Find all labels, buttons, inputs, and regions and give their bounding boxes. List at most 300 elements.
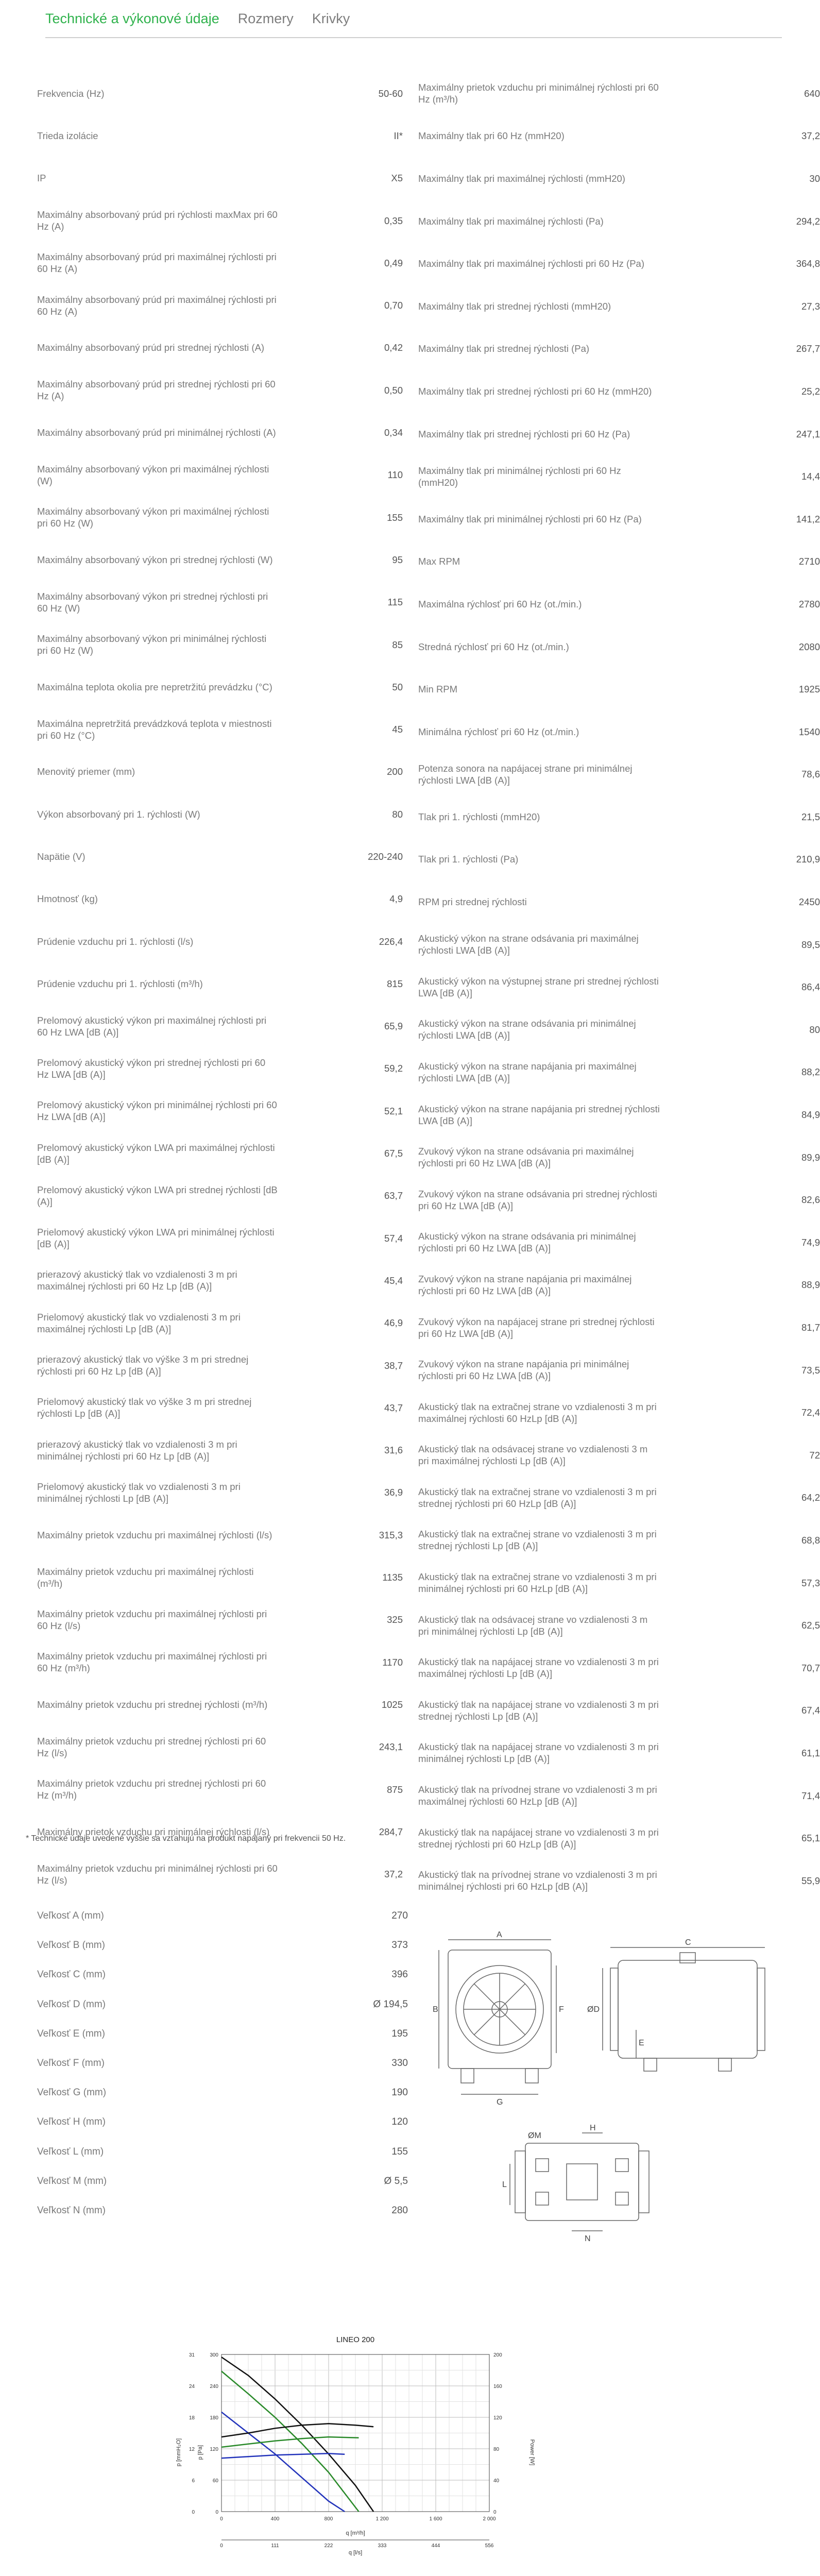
- spec-label: Akustický tlak na odsávacej strane vo vzdialenosti 3 m pri maximálnej rýchlosti Lp [dB (A)]: [418, 1444, 648, 1467]
- spec-label: Akustický výkon na výstupnej strane pri strednej rýchlosti LWA [dB (A)]: [418, 975, 659, 998]
- spec-row: [418, 1434, 820, 1477]
- spec-row: [37, 1175, 403, 1217]
- x-tick-label-ls: 444: [431, 2543, 440, 2549]
- spec-label: Zvukový výkon na strane odsávania pri strednej rýchlosti pri 60 Hz LWA [dB (A)]: [418, 1188, 657, 1211]
- spec-row: [37, 496, 403, 538]
- dimension-row: [37, 2196, 408, 2225]
- spec-value: 62,5: [801, 1620, 820, 1631]
- spec-value: 220-240: [368, 851, 403, 862]
- spec-value: 141,2: [796, 513, 820, 524]
- spec-row: [37, 72, 403, 114]
- y-tick-label-power: 0: [493, 2510, 497, 2515]
- spec-value: 0,34: [384, 427, 403, 438]
- spec-value: 243,1: [379, 1741, 403, 1753]
- spec-label: Zvukový výkon na strane napájania pri minimálnej rýchlosti pri 60 Hz LWA [dB (A)]: [418, 1359, 629, 1382]
- dimension-row: [37, 1960, 408, 1989]
- spec-value: 226,4: [379, 936, 403, 947]
- dimension-label: Veľkosť H (mm): [37, 2116, 106, 2128]
- spec-row: [418, 753, 820, 796]
- spec-label: Stredná rýchlosť pri 60 Hz (ot./min.): [418, 641, 569, 652]
- spec-row: [37, 1768, 403, 1810]
- label-G: G: [497, 2098, 503, 2107]
- spec-value: 64,2: [801, 1492, 820, 1503]
- spec-value: 294,2: [796, 215, 820, 227]
- spec-row: [418, 710, 820, 753]
- dimension-label: Veľkosť G (mm): [37, 2087, 107, 2098]
- label-C: C: [685, 1938, 691, 1947]
- dimension-value: 270: [391, 1910, 408, 1922]
- spec-label: Prelomový akustický výkon pri maximálnej rýchlosti pri 60 Hz LWA [dB (A)]: [37, 1014, 267, 1038]
- spec-value: 36,9: [384, 1487, 403, 1498]
- spec-value: 85: [392, 639, 403, 650]
- label-H: H: [590, 2124, 596, 2132]
- spec-label: Maximálny prietok vzduchu pri strednej rýchlosti (m³/h): [37, 1699, 268, 1710]
- dimension-row: [37, 1990, 408, 2019]
- spec-value: 315,3: [379, 1529, 403, 1540]
- spec-row: [418, 1519, 820, 1562]
- spec-label: Maximálny prietok vzduchu pri maximálnej rýchlosti (l/s): [37, 1529, 272, 1540]
- spec-label: Minimálna rýchlosť pri 60 Hz (ot./min.): [418, 726, 579, 737]
- dimension-value: 280: [391, 2205, 408, 2216]
- label-F: F: [559, 2005, 564, 2014]
- spec-label: Tlak pri 1. rýchlosti (mmH20): [418, 811, 540, 822]
- dimension-row: [37, 2078, 408, 2107]
- spec-label: Maximálny absorbovaný prúd pri rýchlosti maxMax pri 60 Hz (A): [37, 209, 278, 232]
- spec-label: Akustický tlak na napájacej strane vo vzdialenosti 3 m pri minimálnej rýchlosti Lp [dB (A)]: [418, 1741, 659, 1765]
- spec-label: Prelomový akustický výkon pri strednej rýchlosti pri 60 Hz LWA [dB (A)]: [37, 1057, 266, 1080]
- spec-row: [37, 708, 403, 750]
- spec-value: 84,9: [801, 1109, 820, 1121]
- dimension-row: [37, 2019, 408, 2048]
- dimension-value: 330: [391, 2058, 408, 2069]
- spec-label: Napätie (V): [37, 851, 86, 862]
- dimension-value: 373: [391, 1940, 408, 1951]
- y-label-pa: p [Pa]: [197, 2445, 203, 2460]
- y-tick-label-pa: 120: [210, 2447, 218, 2452]
- spec-label: Maximálny prietok vzduchu pri maximálnej rýchlosti (m³/h): [37, 1566, 254, 1589]
- spec-value: 0,49: [384, 257, 403, 268]
- y-tick-label-pa: 180: [210, 2415, 218, 2421]
- spec-row: [418, 1732, 820, 1774]
- spec-row: [37, 454, 403, 496]
- spec-label: Akustický tlak na napájacej strane vo vzdialenosti 3 m pri strednej rýchlosti pri 60 HzLp [dB (A)]: [418, 1826, 659, 1850]
- y-tick-label-power: 200: [493, 2352, 502, 2358]
- spec-row: [37, 1810, 403, 1853]
- spec-row: [418, 1391, 820, 1434]
- spec-value: 27,3: [801, 300, 820, 312]
- spec-row: [37, 1090, 403, 1132]
- spec-row: [37, 623, 403, 666]
- spec-value: 0,35: [384, 215, 403, 226]
- spec-value: 89,9: [801, 1151, 820, 1163]
- spec-row: [37, 1429, 403, 1471]
- spec-row: [37, 878, 403, 920]
- performance-chart: [170, 2334, 541, 2566]
- spec-row: [418, 1859, 820, 1902]
- spec-label: Maximálny tlak pri minimálnej rýchlosti pri 60 Hz (Pa): [418, 513, 642, 524]
- spec-value: 2450: [798, 896, 820, 908]
- x-tick-label-m3h: 0: [220, 2516, 223, 2522]
- spec-label: Maximálny tlak pri maximálnej rýchlosti pri 60 Hz (Pa): [418, 258, 644, 269]
- spec-row: [418, 1306, 820, 1349]
- spec-row: [37, 538, 403, 581]
- spec-value: 88,2: [801, 1066, 820, 1078]
- x-tick-label-m3h: 1 600: [429, 2516, 442, 2522]
- spec-row: [37, 1599, 403, 1641]
- spec-row: [37, 1005, 403, 1047]
- dimension-row: [37, 1901, 408, 1930]
- spec-label: Prielomový akustický tlak vo výške 3 m pri strednej rýchlosti Lp [dB (A)]: [37, 1396, 252, 1419]
- spec-value: 115: [387, 597, 403, 608]
- dimension-row: [37, 2048, 408, 2078]
- spec-value: 14,4: [801, 471, 820, 482]
- spec-row: [37, 1683, 403, 1725]
- spec-value: 68,8: [801, 1534, 820, 1546]
- spec-label: Akustický výkon na strane odsávania pri maximálnej rýchlosti LWA [dB (A)]: [418, 933, 639, 956]
- x-label-ls: q [l/s]: [348, 2550, 363, 2556]
- tab-dimensions[interactable]: Rozmery: [237, 10, 294, 26]
- y-tick-label-mmh2o: 31: [189, 2352, 195, 2358]
- x-tick-label-m3h: 2 000: [483, 2516, 496, 2522]
- label-N: N: [585, 2234, 591, 2243]
- spec-value: 57,3: [801, 1577, 820, 1588]
- spec-row: [37, 1047, 403, 1090]
- spec-label: Akustický tlak na prívodnej strane vo vzdialenosti 3 m pri maximálnej rýchlosti 60 HzLp [dB (A)]: [418, 1784, 657, 1807]
- spec-label: Maximálny absorbovaný prúd pri maximálnej rýchlosti pri 60 Hz (A): [37, 251, 277, 275]
- spec-row: [418, 1178, 820, 1221]
- spec-row: [37, 1471, 403, 1514]
- dimensions-table: [37, 1901, 408, 2225]
- spec-value: 2710: [798, 556, 820, 567]
- y-tick-label-mmh2o: 18: [189, 2415, 195, 2421]
- spec-row: [37, 1302, 403, 1344]
- spec-row: [37, 835, 403, 877]
- dimension-drawing-svg: [433, 1917, 788, 2246]
- spec-row: [418, 1604, 820, 1647]
- spec-label: Prúdenie vzduchu pri 1. rýchlosti (m³/h): [37, 978, 203, 989]
- spec-label: Maximálny absorbovaný výkon pri strednej rýchlosti (W): [37, 554, 273, 565]
- spec-value: 50-60: [378, 88, 403, 99]
- x-tick-label-ls: 333: [378, 2543, 387, 2549]
- spec-row: [37, 327, 403, 369]
- label-D: ØD: [587, 2005, 600, 2014]
- spec-label: Maximálny absorbovaný výkon pri maximálnej rýchlosti pri 60 Hz (W): [37, 506, 269, 529]
- x-tick-label-m3h: 1 200: [375, 2516, 389, 2522]
- spec-value: 45,4: [384, 1275, 403, 1286]
- spec-label: Prielomový akustický tlak vo vzdialenosti 3 m pri minimálnej rýchlosti Lp [dB (A)]: [37, 1481, 241, 1504]
- label-B: B: [433, 2005, 438, 2014]
- dimension-label: Veľkosť A (mm): [37, 1910, 104, 1922]
- spec-row: [418, 1689, 820, 1732]
- spec-value: 210,9: [796, 854, 820, 865]
- x-tick-label-ls: 111: [271, 2543, 279, 2549]
- y-tick-label-power: 160: [493, 2384, 502, 2389]
- label-E: E: [639, 2039, 644, 2047]
- spec-value: 72: [809, 1449, 820, 1461]
- spec-row: [418, 413, 820, 455]
- spec-label: Maximálny prietok vzduchu pri strednej rýchlosti pri 60 Hz (m³/h): [37, 1778, 266, 1801]
- spec-label: Maximálny tlak pri strednej rýchlosti pri 60 Hz (mmH20): [418, 385, 652, 397]
- spec-label: Maximálny tlak pri 60 Hz (mmH20): [418, 130, 565, 142]
- label-L: L: [502, 2180, 507, 2189]
- tab-technical-data[interactable]: Technické a výkonové údaje: [45, 10, 219, 26]
- spec-label: Maximálny prietok vzduchu pri maximálnej rýchlosti pri 60 Hz (l/s): [37, 1608, 267, 1631]
- chart-title: LINEO 200: [336, 2335, 375, 2344]
- x-tick-label-ls: 0: [220, 2543, 223, 2549]
- y-tick-label-pa: 240: [210, 2384, 218, 2389]
- y-tick-label-pa: 300: [210, 2352, 218, 2358]
- spec-value: 46,9: [384, 1317, 403, 1329]
- spec-row: [418, 625, 820, 668]
- spec-value: 21,5: [801, 811, 820, 822]
- spec-value: 43,7: [384, 1402, 403, 1413]
- spec-label: IP: [37, 173, 46, 184]
- spec-value: 1170: [382, 1656, 403, 1668]
- spec-row: [418, 498, 820, 540]
- spec-row: [37, 369, 403, 411]
- y-tick-label-mmh2o: 0: [192, 2510, 195, 2515]
- spec-row: [418, 1477, 820, 1519]
- spec-row: [418, 795, 820, 838]
- spec-row: [418, 157, 820, 200]
- spec-label: Maximálna rýchlosť pri 60 Hz (ot./min.): [418, 598, 582, 609]
- series-line-pressure: [221, 2357, 373, 2512]
- spec-row: [418, 115, 820, 158]
- bottom-view-base: [525, 2143, 639, 2221]
- spec-value: 31,6: [384, 1445, 403, 1456]
- spec-row: [418, 328, 820, 370]
- dimension-label: Veľkosť E (mm): [37, 2028, 105, 2039]
- spec-row: [418, 455, 820, 498]
- spec-value: 2780: [798, 598, 820, 609]
- dimension-value: 155: [391, 2146, 408, 2157]
- spec-label: Akustický tlak na extračnej strane vo vzdialenosti 3 m pri minimálnej rýchlosti pri 60 HzLp [dB (A)]: [418, 1571, 657, 1595]
- spec-label: Akustický tlak na napájacej strane vo vzdialenosti 3 m pri maximálnej rýchlosti Lp [dB (A)]: [418, 1656, 659, 1680]
- y-label-power: Power [W]: [529, 2439, 535, 2466]
- spec-value: 74,9: [801, 1236, 820, 1248]
- spec-row: [37, 751, 403, 793]
- y-tick-label-power: 80: [493, 2447, 500, 2452]
- spec-label: Prelomový akustický výkon LWA pri strednej rýchlosti [dB (A)]: [37, 1184, 278, 1207]
- spec-label: Maximálny tlak pri maximálnej rýchlosti (mmH20): [418, 173, 625, 184]
- spec-label: Prúdenie vzduchu pri 1. rýchlosti (l/s): [37, 936, 194, 947]
- specs-column-right: [418, 72, 820, 1902]
- spec-value: 37,2: [384, 1869, 403, 1880]
- spec-label: Max RPM: [418, 556, 460, 567]
- spec-label: Prielomový akustický výkon LWA pri minimálnej rýchlosti [dB (A)]: [37, 1227, 275, 1250]
- dimension-value: 120: [391, 2116, 408, 2128]
- spec-label: Maximálny absorbovaný výkon pri strednej rýchlosti pri 60 Hz (W): [37, 590, 268, 614]
- spec-row: [37, 1514, 403, 1556]
- y-tick-label-mmh2o: 6: [192, 2478, 195, 2484]
- x-tick-label-ls: 556: [485, 2543, 494, 2549]
- spec-value: 80: [392, 808, 403, 820]
- spec-value: 67,5: [384, 1148, 403, 1159]
- spec-row: [37, 1641, 403, 1683]
- spec-row: [418, 923, 820, 966]
- spec-value: 284,7: [379, 1826, 403, 1837]
- spec-value: 80: [809, 1024, 820, 1035]
- spec-value: 815: [387, 978, 403, 989]
- spec-value: II*: [394, 130, 403, 141]
- spec-value: 55,9: [801, 1875, 820, 1886]
- spec-label: Prelomový akustický výkon LWA pri maximálnej rýchlosti [dB (A)]: [37, 1142, 275, 1165]
- performance-chart-svg: [170, 2334, 541, 2566]
- spec-row: [37, 1259, 403, 1301]
- label-A: A: [497, 1930, 502, 1939]
- spec-row: [418, 1136, 820, 1179]
- spec-row: [418, 242, 820, 285]
- spec-label: Maximálny absorbovaný prúd pri strednej rýchlosti pri 60 Hz (A): [37, 379, 276, 402]
- spec-row: [37, 199, 403, 242]
- spec-value: 78,6: [801, 769, 820, 780]
- spec-label: Akustický výkon na strane odsávania pri minimálnej rýchlosti LWA [dB (A)]: [418, 1018, 636, 1041]
- y-tick-label-mmh2o: 24: [189, 2384, 195, 2389]
- spec-row: [418, 370, 820, 413]
- spec-label: Akustický tlak na extračnej strane vo vzdialenosti 3 m pri maximálnej rýchlosti 60 HzLp [dB (A)]: [418, 1401, 657, 1424]
- spec-value: 2080: [798, 641, 820, 652]
- spec-value: 25,2: [801, 385, 820, 397]
- dimension-row: [37, 2107, 408, 2137]
- spec-label: Maximálna nepretržitá prevádzková teplota v miestnosti pri 60 Hz (°C): [37, 718, 272, 741]
- spec-value: 38,7: [384, 1360, 403, 1371]
- dimension-value: 195: [391, 2028, 408, 2039]
- spec-label: Maximálny prietok vzduchu pri strednej rýchlosti pri 60 Hz (l/s): [37, 1735, 266, 1758]
- spec-row: [37, 114, 403, 157]
- spec-label: Hmotnosť (kg): [37, 893, 98, 905]
- spec-row: [37, 157, 403, 199]
- dimension-label: Veľkosť L (mm): [37, 2146, 104, 2157]
- spec-value: 57,4: [384, 1232, 403, 1244]
- spec-label: Maximálny tlak pri strednej rýchlosti (Pa): [418, 343, 590, 354]
- spec-label: Prielomový akustický tlak vo vzdialenosti 3 m pri maximálnej rýchlosti Lp [dB (A)]: [37, 1311, 241, 1334]
- spec-value: 325: [387, 1614, 403, 1625]
- spec-row: [418, 583, 820, 625]
- spec-value: 1540: [798, 726, 820, 737]
- x-tick-label-ls: 222: [324, 2543, 333, 2549]
- spec-label: Potenza sonora na napájacej strane pri minimálnej rýchlosti LWA [dB (A)]: [418, 762, 633, 786]
- spec-value: 59,2: [384, 1063, 403, 1074]
- dimension-label: Veľkosť C (mm): [37, 1969, 106, 1980]
- spec-label: Akustický tlak na extračnej strane vo vzdialenosti 3 m pri strednej rýchlosti Lp [dB (A)]: [418, 1529, 657, 1552]
- spec-row: [37, 920, 403, 962]
- y-tick-label-power: 40: [493, 2478, 500, 2484]
- spec-value: X5: [391, 173, 403, 184]
- x-label-m3h: q [m³/h]: [346, 2530, 365, 2536]
- spec-row: [418, 1817, 820, 1859]
- spec-label: Akustický výkon na strane napájania pri strednej rýchlosti LWA [dB (A)]: [418, 1103, 660, 1126]
- spec-value: 875: [387, 1784, 403, 1795]
- spec-value: 247,1: [796, 428, 820, 439]
- spec-row: [418, 965, 820, 1008]
- spec-value: 200: [387, 766, 403, 777]
- spec-label: Akustický výkon na strane odsávania pri minimálnej rýchlosti pri 60 Hz LWA [dB (A)]: [418, 1231, 636, 1254]
- spec-row: [418, 72, 820, 115]
- spec-value: 45: [392, 724, 403, 735]
- spec-label: Akustický tlak na napájacej strane vo vzdialenosti 3 m pri strednej rýchlosti Lp [dB (A)]: [418, 1699, 659, 1722]
- dimension-label: Veľkosť D (mm): [37, 1998, 106, 2010]
- label-M: ØM: [528, 2131, 541, 2140]
- spec-row: [418, 1008, 820, 1051]
- spec-label: Výkon absorbovaný pri 1. rýchlosti (W): [37, 808, 200, 820]
- spec-label: Maximálny prietok vzduchu pri minimálnej rýchlosti pri 60 Hz (l/s): [37, 1862, 278, 1886]
- spec-row: [37, 1217, 403, 1259]
- spec-row: [418, 540, 820, 583]
- spec-label: Maximálny absorbovaný prúd pri maximálnej rýchlosti pri 60 Hz (A): [37, 294, 277, 317]
- spec-row: [418, 1264, 820, 1307]
- spec-row: [37, 284, 403, 326]
- spec-label: Prelomový akustický výkon pri minimálnej rýchlosti pri 60 Hz LWA [dB (A)]: [37, 1099, 277, 1123]
- spec-value: 71,4: [801, 1790, 820, 1801]
- spec-label: RPM pri strednej rýchlosti: [418, 896, 527, 908]
- spec-row: [418, 1051, 820, 1094]
- spec-row: [37, 242, 403, 284]
- dimension-row: [37, 2166, 408, 2196]
- spec-value: 52,1: [384, 1105, 403, 1116]
- spec-label: Maximálny tlak pri strednej rýchlosti pri 60 Hz (Pa): [418, 428, 630, 439]
- x-tick-label-m3h: 400: [270, 2516, 280, 2522]
- spec-label: Akustický tlak na prívodnej strane vo vzdialenosti 3 m pri minimálnej rýchlosti pri 60 HzLp [dB (A)]: [418, 1869, 657, 1892]
- y-tick-label-pa: 0: [215, 2510, 218, 2515]
- tab-bar: [45, 0, 782, 38]
- spec-value: 0,70: [384, 300, 403, 311]
- dimension-value: Ø 5,5: [384, 2175, 408, 2187]
- spec-value: 30: [809, 173, 820, 184]
- spec-value: 0,42: [384, 342, 403, 353]
- spec-label: Frekvencia (Hz): [37, 88, 105, 99]
- spec-value: 1025: [381, 1699, 403, 1710]
- dimension-label: Veľkosť F (mm): [37, 2058, 105, 2069]
- spec-label: Min RPM: [418, 684, 458, 695]
- spec-value: 63,7: [384, 1190, 403, 1201]
- spec-row: [418, 1093, 820, 1136]
- tab-curves[interactable]: Krivky: [312, 10, 350, 26]
- y-label-mmh2o: p [mmH₂O]: [176, 2438, 182, 2467]
- spec-row: [37, 1132, 403, 1174]
- spec-row: [37, 793, 403, 835]
- spec-label: Zvukový výkon na strane napájania pri maximálnej rýchlosti pri 60 Hz LWA [dB (A)]: [418, 1273, 632, 1296]
- spec-label: Maximálna teplota okolia pre nepretržitú prevádzku (°C): [37, 681, 272, 692]
- series-line-power: [221, 2437, 359, 2447]
- spec-value: 1135: [382, 1572, 403, 1583]
- series-line-pressure: [221, 2371, 359, 2512]
- spec-row: [37, 1853, 403, 1895]
- spec-value: 640: [804, 88, 820, 99]
- footnote: * Technické údaje uvedené vyššie sa vzťahujú na produkt napájaný pri frekvencii 50 Hz.: [26, 1834, 346, 1843]
- spec-label: prierazový akustický tlak vo vzdialenosti 3 m pri minimálnej rýchlosti pri 60 Hz Lp [dB (A)]: [37, 1438, 237, 1462]
- dimension-label: Veľkosť N (mm): [37, 2205, 106, 2216]
- spec-label: Akustický výkon na strane napájania pri maximálnej rýchlosti LWA [dB (A)]: [418, 1060, 637, 1083]
- dimension-row: [37, 1930, 408, 1960]
- spec-label: Menovitý priemer (mm): [37, 766, 135, 777]
- spec-value: 65,1: [801, 1833, 820, 1844]
- spec-row: [418, 200, 820, 243]
- spec-value: 1925: [798, 684, 820, 695]
- spec-value: 95: [392, 554, 403, 565]
- spec-row: [418, 1774, 820, 1817]
- spec-label: Maximálny tlak pri strednej rýchlosti (mmH20): [418, 300, 611, 312]
- spec-label: Maximálny tlak pri minimálnej rýchlosti pri 60 Hz (mmH20): [418, 465, 621, 488]
- dimension-row: [37, 2137, 408, 2166]
- spec-row: [418, 1349, 820, 1392]
- series-line-power: [221, 2453, 345, 2458]
- spec-label: prierazový akustický tlak vo výške 3 m pri strednej rýchlosti pri 60 Hz Lp [dB (A)]: [37, 1354, 249, 1377]
- y-tick-label-mmh2o: 12: [189, 2447, 195, 2452]
- spec-label: Akustický tlak na extračnej strane vo vzdialenosti 3 m pri strednej rýchlosti pri 60 HzLp [dB (A)]: [418, 1486, 657, 1509]
- spec-label: prierazový akustický tlak vo vzdialenosti 3 m pri maximálnej rýchlosti pri 60 Hz Lp [dB (A)]: [37, 1269, 237, 1292]
- spec-value: 65,9: [384, 1021, 403, 1032]
- dimension-value: Ø 194,5: [373, 1998, 408, 2010]
